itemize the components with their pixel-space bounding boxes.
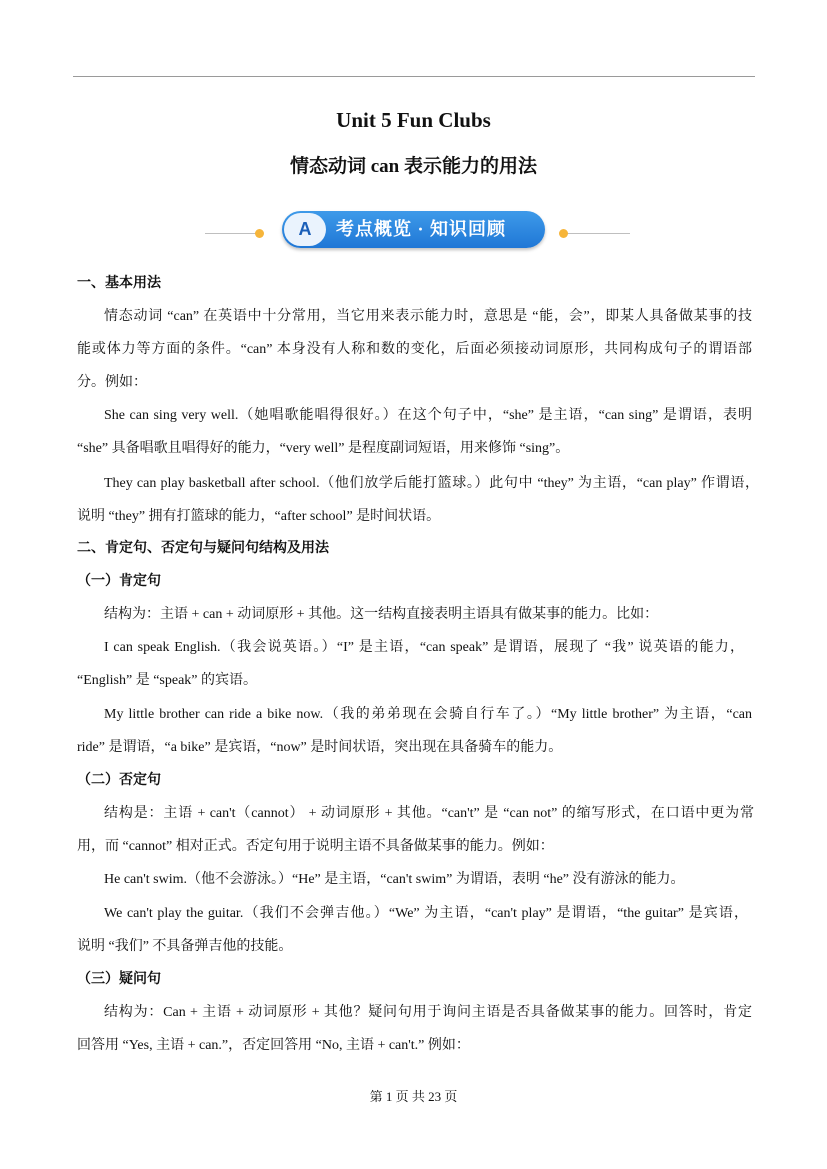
page-number: 第 1 页 共 23 页 [369, 1089, 458, 1104]
paragraph-line: 结构为：主语 + can + 动词原形 + 其他。这一结构直接表明主语具有做某事的能力。比如： [104, 607, 659, 622]
paragraph-line: We can't play the guitar.（我们不会弹吉他。）“We” 为主语，“can't play” 是谓语，“the guitar” 是宾语， [104, 906, 748, 921]
paragraph-line: I can speak English.（我会说英语。）“I” 是主语，“can speak” 是谓语，展现了 “我” 说英语的能力， [104, 640, 744, 655]
section-heading: 二、肯定句、否定句与疑问句结构及用法 [77, 541, 329, 556]
paragraph-line: 情态动词 “can” 在英语中十分常用，当它用来表示能力时，意思是 “能，会”，即某人具备做某事的技 [104, 309, 752, 324]
section-heading: （二）否定句 [77, 773, 161, 788]
section-heading: （一）肯定句 [77, 574, 161, 589]
paragraph-line: 结构为：Can + 主语 + 动词原形 + 其他？疑问句用于询问主语是否具备做某事的能力。回答时，肯定 [104, 1005, 752, 1020]
paragraph-line: 结构是：主语 + can't（cannot） + 动词原形 + 其他。“can't” 是 “can not” 的缩写形式，在口语中更为常 [104, 806, 754, 821]
paragraph-line: 说明 “they” 拥有打篮球的能力，“after school” 是时间状语。 [77, 509, 441, 524]
banner-badge: A [284, 213, 326, 246]
page-title: Unit 5 Fun Clubs [336, 108, 491, 132]
paragraph-line: 用，而 “cannot” 相对正式。否定句用于说明主语不具备做某事的能力。例如： [77, 839, 554, 854]
paragraph-line: My little brother can ride a bike now.（我的弟弟现在会骑自行车了。）“My little brother” 为主语，“can [104, 707, 752, 722]
section-heading: （三）疑问句 [77, 972, 161, 987]
paragraph-line: ride” 是谓语，“a bike” 是宾语，“now” 是时间状语，突出现在具备骑车的能力。 [77, 740, 563, 755]
paragraph-line: He can't swim.（他不会游泳。）“He” 是主语，“can't swim” 为谓语，表明 “he” 没有游泳的能力。 [104, 872, 685, 887]
paragraph-line: She can sing very well.（她唱歌能唱得很好。）在这个句子中，“she” 是主语，“can sing” 是谓语，表明 [104, 408, 752, 423]
paragraph-line: “English” 是 “speak” 的宾语。 [77, 673, 258, 688]
paragraph-line: They can play basketball after school.（他们放学后能打篮球。）此句中 “they” 为主语，“can play” 作谓语， [104, 476, 759, 491]
banner-line-right [566, 233, 630, 234]
banner-label: 考点概览 · 知识回顾 [336, 219, 507, 239]
paragraph-line: 说明 “我们” 不具备弹吉他的技能。 [77, 939, 293, 954]
page-subtitle: 情态动词 can 表示能力的用法 [289, 156, 537, 177]
banner-dot-right [559, 229, 568, 238]
paragraph-line: 分。例如： [77, 375, 147, 390]
paragraph-line: 能或体力等方面的条件。“can” 本身没有人称和数的变化，后面必须接动词原形，共同构成句子的谓语部 [77, 342, 752, 357]
banner-dot-left [255, 229, 264, 238]
banner-line-left [205, 233, 260, 234]
paragraph-line: 回答用 “Yes, 主语 + can.”，否定回答用 “No, 主语 + can't.” 例如： [77, 1038, 470, 1053]
header-rule [73, 76, 755, 77]
paragraph-line: “she” 具备唱歌且唱得好的能力，“very well” 是程度副词短语，用来修饰 “sing”。 [77, 441, 570, 456]
section-heading: 一、基本用法 [77, 276, 161, 291]
